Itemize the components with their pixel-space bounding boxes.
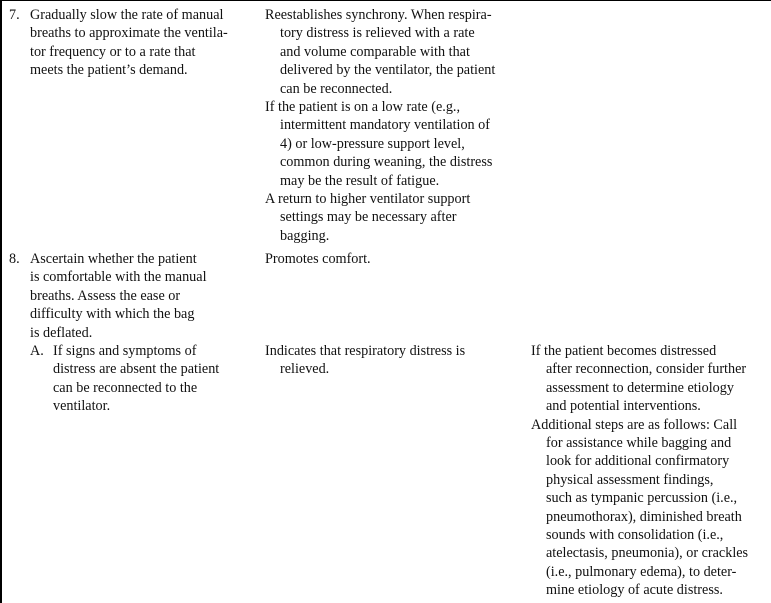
text-line: If the patient is on a low rate (e.g., [265,99,461,116]
text-line: is deflated. [30,324,93,341]
text-line: look for additional confirmatory [546,453,730,470]
step-text [30,250,254,342]
text-line: tor frequency or to a rate that [30,43,196,60]
substep-letter: A. [30,343,44,360]
rationale-8a [265,342,525,379]
text-line: settings may be necessary after [280,209,457,226]
text-line: bagging. [280,227,330,244]
text-line: breaths to approximate the ventila- [30,25,228,42]
step-number: 8. [9,251,20,267]
text-line: and volume comparable with that [280,43,470,60]
text-line: common during weaning, the distress [280,154,493,171]
text-line: atelectasis, pneumonia), or crackles [546,545,749,562]
text-line: If signs and symptoms of [53,343,197,360]
substep-8a [30,342,254,416]
text-line: pneumothorax), diminished breath [546,508,742,525]
text-line: for assistance while bagging and [546,435,732,452]
text-line: tory distress is relieved with a rate [280,25,475,42]
text-line: is comfortable with the manual [30,269,207,286]
text-line: after reconnection, consider further [546,361,747,378]
text-line: can be reconnected. [280,80,393,97]
step-text [30,6,254,80]
rationale-paragraph [265,6,525,98]
text-line: A return to higher ventilator support [265,191,471,208]
text-line: 4) or low-pressure support level, [280,135,465,152]
text-line: can be reconnected to the [53,379,198,396]
text-line: Indicates that respiratory distress is [265,343,466,359]
text-line: relieved. [280,361,330,378]
step-8 [9,250,254,416]
text-line: sounds with consolidation (i.e., [546,527,724,544]
text-line: distress are absent the patient [53,361,220,378]
text-line: Ascertain whether the patient [30,251,197,267]
rationale-8 [265,250,525,268]
text-line: such as tympanic percussion (i.e., [546,490,738,507]
text-line: If the patient becomes distressed [531,343,717,359]
step-number: 7. [9,7,20,23]
text-line: intermittent mandatory ventilation of [280,117,490,134]
text-line: Reestablishes synchrony. When respira- [265,7,492,23]
step-7 [9,6,254,80]
rationale-7 [265,6,525,245]
consideration-paragraph [531,342,771,416]
consideration-paragraph [531,416,771,600]
rationale-paragraph [265,190,525,245]
text-line: assessment to determine etiology [546,379,734,396]
rationale-paragraph: Promotes comfort. [265,251,371,267]
text-line: and potential interventions. [546,398,701,415]
text-line: mine etiology of acute distress. [546,582,723,599]
text-line: may be the result of fatigue. [280,172,440,189]
text-line: physical assessment findings, [546,471,714,488]
text-line: delivered by the ventilator, the patient [280,62,496,79]
rationale-paragraph [265,98,525,190]
text-line: (i.e., pulmonary edema), to deter- [546,563,737,580]
substep-text [53,342,254,416]
text-line: ventilator. [53,398,111,415]
text-line: Additional steps are as follows: Call [531,416,738,433]
special-considerations-8a [531,342,771,600]
text-line: meets the patient’s demand. [30,62,188,79]
text-line: Gradually slow the rate of manual [30,7,224,23]
text-line: difficulty with which the bag [30,306,195,323]
text-line: breaths. Assess the ease or [30,287,181,304]
